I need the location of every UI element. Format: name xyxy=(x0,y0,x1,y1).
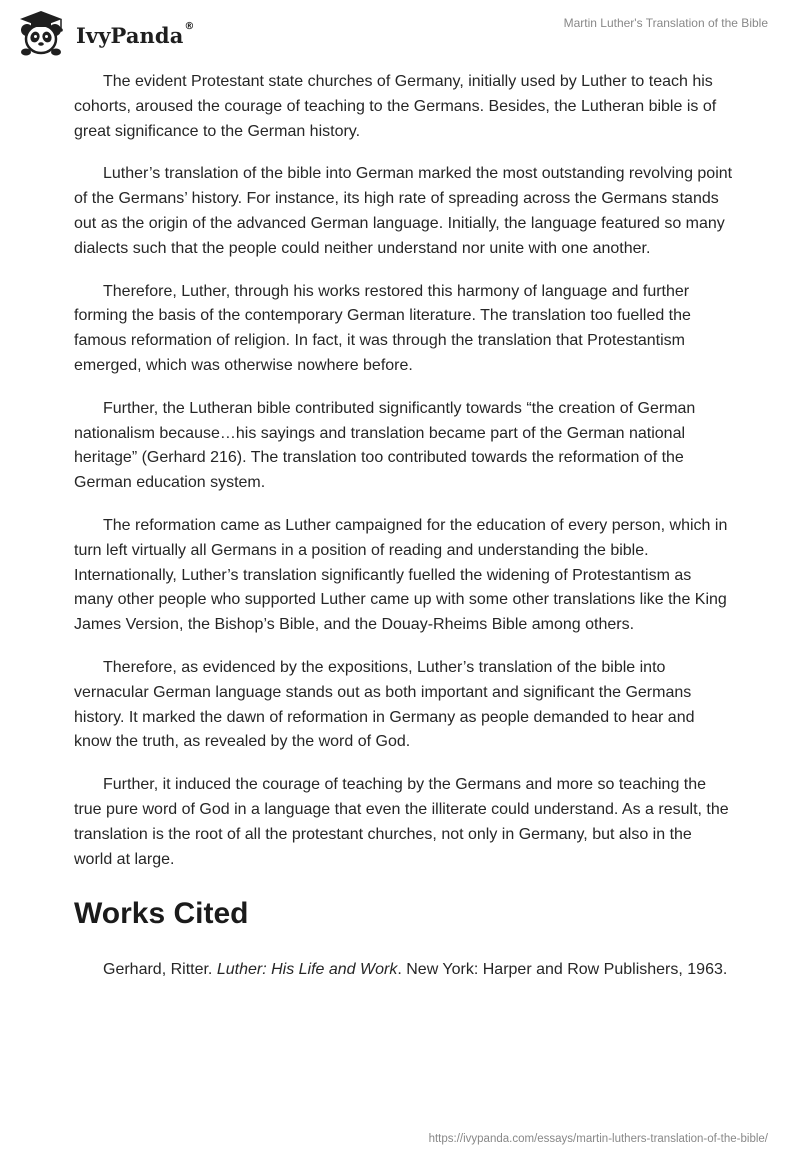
citation-publisher: . New York: Harper and Row Publishers, 1963. xyxy=(397,961,728,979)
paragraph: The evident Protestant state churches of Germany, initially used by Luther to teach his cohorts, aroused the courage of teaching to the Germans. Besides, the Lutheran bible is of great significance to the German history. xyxy=(74,73,717,140)
ivypanda-logo[interactable] xyxy=(14,8,195,58)
paragraph: Therefore, Luther, through his works restored this harmony of language and further forming the basis of the contemporary German literature. The translation too fuelled the famous reformation of religion. In fact, it was through the translation that Protestantism emerged, which was otherwise nowhere before. xyxy=(74,282,691,374)
source-url[interactable]: https://ivypanda.com/essays/martin-luthers-translation-of-the-bible/ xyxy=(428,1133,768,1145)
panda-graduate-icon xyxy=(14,8,72,58)
document-title: Martin Luther's Translation of the Bible xyxy=(563,16,768,30)
essay-body xyxy=(74,70,734,983)
paragraph: Further, it induced the courage of teaching by the Germans and more so teaching the true pure word of God in a language that even the illiterate could understand. As a result, the translation is the root of all the protestant churches, not only in Germany, but also in the world at large. xyxy=(74,776,729,868)
page-header xyxy=(0,0,800,70)
works-cited-heading: Works Cited xyxy=(74,897,249,931)
paragraph: Luther’s translation of the bible into German marked the most outstanding revolving point of the Germans’ history. For instance, its high rate of spreading across the Germans stands out as the origin of the advanced German language. Initially, the language featured so many dialects such that the people could neither understand nor unite with one another. xyxy=(74,165,733,257)
brand-name: IvyPanda® xyxy=(76,20,195,48)
paragraph: Therefore, as evidenced by the expositions, Luther’s translation of the bible into vernacular German language stands out as both important and significant the Germans history. It marked the dawn of reformation in Germany as people demanded to hear and know the truth, as revealed by the word of God. xyxy=(74,658,695,751)
paragraph: Further, the Lutheran bible contributed significantly towards “the creation of German nationalism because…his sayings and translation became part of the German national heritage” (Gerhard 216). The translation too contributed towards the reformation of the German education system. xyxy=(74,399,696,492)
citation-author: Gerhard, Ritter. xyxy=(103,961,217,979)
paragraph: The reformation came as Luther campaigned for the education of every person, which in turn left virtually all Germans in a position of reading and understanding the bible. Internationally, Luther’s translation significantly fuelled the widening of Protestantism as many other people who supported Luther came up with some other translations like the King James Version, the Bishop’s Bible, and the Douay-Rheims Bible among others. xyxy=(74,516,728,634)
citation-title: Luther: His Life and Work xyxy=(216,961,398,979)
citation-entry xyxy=(74,958,734,983)
